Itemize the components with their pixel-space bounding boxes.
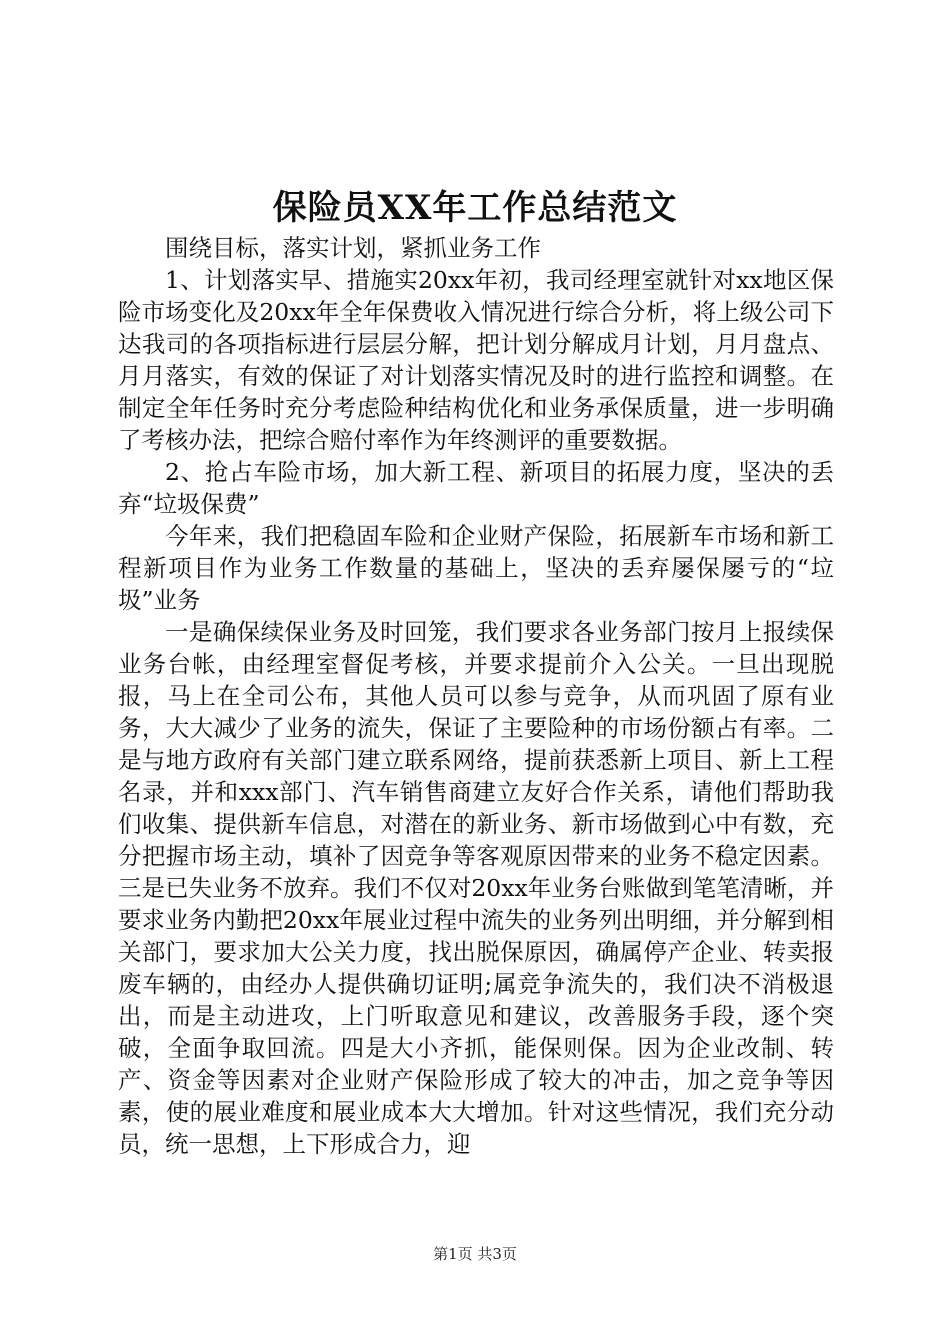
paragraph-heading: 围绕目标，落实计划，紧抓业务工作 bbox=[165, 234, 541, 262]
document-title: 保险员XX年工作总结范文 bbox=[272, 188, 678, 228]
paragraph: 今年来，我们把稳固车险和企业财产保险，拓展新车市场和新工程新项目作为业务工作数量的基础上，坚决的丢弃屡保屡亏的“垃圾”业务 bbox=[118, 522, 834, 614]
paragraph: 一是确保续保业务及时回笼，我们要求各业务部门按月上报续保业务台帐，由经理室督促考核，并要求提前介入公关。一旦出现脱报，马上在全司公布，其他人员可以参与竞争，从而巩固了原有业务，大大减少了业务的流失，保证了主要险种的市场份额占有率。二是与地方政府有关部门建立联系网络，提前获悉新上项目、新上工程名录，并和xxx部门、汽车销售商建立友好合作关系，请他们帮助我们收集、提供新车信息，对潜在的新业务、新市场做到心中有数，充分把握市场主动，填补了因竞争等客观原因带来的业务不稳定因素。三是已失业务不放弃。我们不仅对20xx年业务台账做到笔笔清晰，并要求业务内勤把20xx年展业过程中流失的业务列出明细，并分解到相关部门，要求加大公关力度，找出脱保原因，确属停产企业、转卖报废车辆的，由经办人提供确切证明;属竞争流失的，我们决不消极退出，而是主动进攻，上门听取意见和建议，改善服务手段，逐个突破，全面争取回流。四是大小齐抓，能保则保。因为企业改制、转产、资金等因素对企业财产保险形成了较大的冲击，加之竞争等因素，使的展业难度和展业成本大大增加。针对这些情况，我们充分动员，统一思想，上下形成合力，迎 bbox=[118, 618, 834, 1158]
page-number-footer: 第1页 共3页 bbox=[433, 1245, 517, 1263]
paragraph: 1、计划落实早、措施实20xx年初，我司经理室就针对xx地区保险市场变化及20xx年全年保费收入情况进行综合分析，将上级公司下达我司的各项指标进行层层分解，把计划分解成月计划，月月盘点、月月落实，有效的保证了对计划落实情况及时的进行监控和调整。在制定全年任务时充分考虑险种结构优化和业务承保质量，进一步明确了考核办法，把综合赔付率作为年终测评的重要数据。 bbox=[118, 266, 834, 454]
document-body bbox=[118, 232, 834, 1160]
paragraph: 2、抢占车险市场，加大新工程、新项目的拓展力度，坚决的丢弃“垃圾保费” bbox=[118, 458, 834, 518]
